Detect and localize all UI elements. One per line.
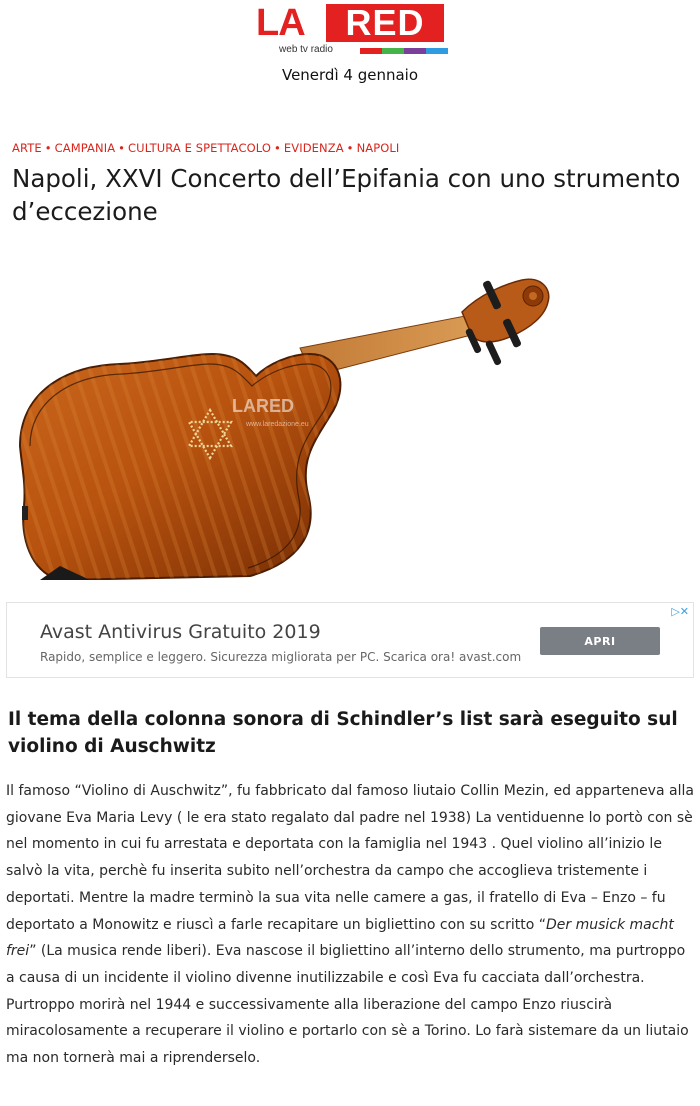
logo-bar-blue: [426, 48, 448, 54]
logo-bar-green: [382, 48, 404, 54]
category-link-napoli[interactable]: NAPOLI: [356, 141, 400, 155]
page-date: Venerdì 4 gennaio: [281, 66, 419, 84]
body-text-part1: Il famoso “Violino di Auschwitz”, fu fabbricato dal famoso liutaio Collin Mezin, ed apparteneva alla giovane Eva Maria Levy ( le era stato regalato dal padre nel 1938) La ventiduenne lo portò con sè nel momento in cui fu arrestata e deportata con la famiglia nel 1943 . Quel violino all’inizio le salvò la vita, perchè fu inserita subito nell’orchestra da campo che accoglieva tristemente i deportati. Mentre la madre terminò la sua vita nelle camere a gas, il fratello di Eva – Enzo – fu deportato a Monowitz e riuscì a farle recapitare un bigliettino con su scritto “: [6, 783, 694, 933]
violin-illustration: [0, 236, 700, 580]
adchoices-icon[interactable]: ▷✕: [671, 605, 689, 618]
category-link-cultura[interactable]: CULTURA E SPETTACOLO: [128, 141, 271, 155]
ad-description: Rapido, semplice e leggero. Sicurezza migliorata per PC. Scarica ora! avast.com: [40, 650, 522, 664]
logo-tagline: web tv radio: [279, 44, 333, 55]
site-logo[interactable]: [256, 4, 448, 54]
category-link-arte[interactable]: ARTE: [12, 141, 42, 155]
svg-text:www.laredazione.eu: www.laredazione.eu: [246, 421, 309, 428]
body-text-part2: ” (La musica rende liberi). Eva nascose il bigliettino all’interno dello strumento, ma purtroppo a causa di un incidente il violino divenne inutilizzabile e così Eva fu cacciata dall’orchestra. Purtroppo morirà nel 1944 e successivamente alla liberazione del campo Enzo riuscirà miracolosamente a recuperare il violino e portarlo con sè a Torino. Lo farà sistemare da un liutaio ma non tornerà mai a riprenderselo.: [6, 943, 689, 1067]
logo-la-text: LA: [256, 2, 305, 44]
category-separator: •: [346, 141, 354, 155]
logo-bar-purple: [404, 48, 426, 54]
article-body: [6, 778, 694, 1072]
body-quote: Der musick macht frei: [6, 916, 674, 960]
category-separator: •: [273, 141, 281, 155]
ad-banner[interactable]: [6, 602, 694, 678]
article-hero-image: [0, 236, 700, 580]
logo-red-text: RED: [345, 2, 425, 43]
category-link-evidenza[interactable]: EVIDENZA: [283, 141, 344, 155]
article-title: Napoli, XXVI Concerto dell’Epifania con uno strumento d’eccezione: [12, 164, 681, 226]
ad-title[interactable]: Avast Antivirus Gratuito 2019: [40, 621, 321, 643]
ad-open-button[interactable]: APRI: [540, 627, 660, 655]
logo-color-bars: [360, 48, 448, 54]
category-separator: •: [44, 141, 52, 155]
category-list: [12, 141, 399, 155]
svg-text:LARED: LARED: [232, 396, 294, 416]
article-subtitle: Il tema della colonna sonora di Schindler’s list sarà eseguito sul violino di Auschwitz: [8, 709, 678, 757]
category-separator: •: [118, 141, 126, 155]
category-link-campania[interactable]: CAMPANIA: [54, 141, 116, 155]
logo-bar-red: [360, 48, 382, 54]
